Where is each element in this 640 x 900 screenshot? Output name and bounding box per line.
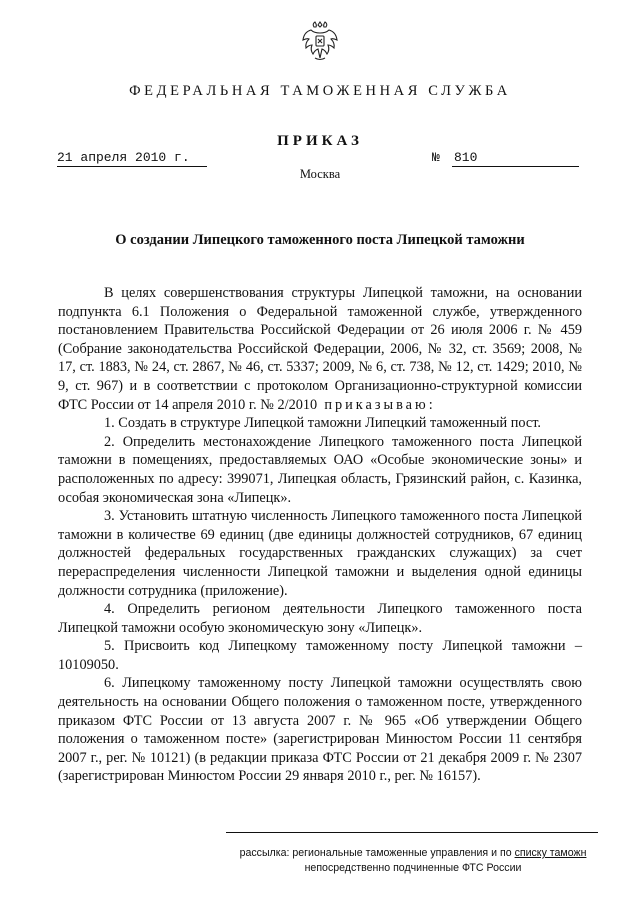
order-number: 810 [452, 150, 579, 167]
order-date: 21 апреля 2010 г. [57, 150, 207, 167]
preamble-text: В целях совершенствования структуры Липецкой таможни, на основании подпункта 6.1 Положения о Федеральной таможенной службе, утвержденного постановлением Правительства Российской Федерации от 26 июля 2006 г. № 459 (Собрание законодательства Российской Федерации, 2006, № 32, ст. 3569; 2008, № 17, ст. 1883, № 24, ст. 2867, № 46, ст. 5337; 2009, № 6, ст. 738, № 12, ст. 1429; 2010, № 9, ст. 967) и в соответствии с протоколом Организационно-структурной комиссии ФТС России от 14 апреля 2010 г. № 2/2010 [58, 285, 582, 413]
item-4: 4. Определить регионом деятельности Липецкого таможенного поста Липецкой таможни особую экономическую зону «Липецк». [58, 601, 582, 636]
item-6: 6. Липецкому таможенному посту Липецкой таможни осуществлять свою деятельность на основании Общего положения о таможенном посте, утвержденного приказом ФТС России от 13 августа 2007 г. № 965 «Об утверждении Общего положения о таможенном посте» (зарегистрирован Минюстом России 11 сентября 2007 г., рег. № 10121) (в редакции приказа ФТС России от 21 декабря 2009 г. № 2307 (зарегистрирован Минюстом России 29 января 2010 г., рег. № 16157). [58, 675, 582, 785]
document-type: ПРИКАЗ [277, 133, 363, 149]
item-2: 2. Определить местонахождение Липецкого таможенного поста Липецкой таможни в помещениях, предоставляемых ОАО «Особые экономические зоны» и расположенных по адресу: 399071, Липецкая область, Грязинский район, с. Казинка, особая экономическая зона «Липецк». [58, 433, 582, 506]
preamble-paragraph [58, 284, 582, 414]
document-body [58, 284, 582, 786]
coat-of-arms-icon [301, 18, 339, 64]
agency-name: ФЕДЕРАЛЬНАЯ ТАМОЖЕННАЯ СЛУЖБА [129, 83, 511, 99]
distribution-prefix: рассылка: региональные таможенные управления и по [239, 847, 512, 859]
item-3: 3. Установить штатную численность Липецкого таможенного поста Липецкой таможни в количестве 69 единиц (две единицы должностей сотрудников, 67 единиц должностей федеральных государственных гражданских служащих) за счет перераспределения численности Липецкой таможни и выделения одной единицы должности сотрудника (приложение). [58, 508, 582, 599]
item-5: 5. Присвоить код Липецкому таможенному посту Липецкой таможни – 10109050. [58, 638, 582, 673]
order-word: приказываю: [324, 396, 436, 413]
order-number-label: № [432, 150, 440, 165]
distribution-list-link[interactable]: списку таможн [514, 847, 587, 859]
document-title: О создании Липецкого таможенного поста Липецкой таможни [115, 232, 525, 248]
distribution-line-2: непосредственно подчиненные ФТС России [304, 862, 522, 874]
city: Москва [299, 167, 341, 181]
footer-divider [226, 832, 598, 833]
distribution-line-1 [228, 846, 598, 861]
item-1: 1. Создать в структуре Липецкой таможни Липецкий таможенный пост. [104, 415, 541, 432]
distribution-note [228, 846, 598, 876]
